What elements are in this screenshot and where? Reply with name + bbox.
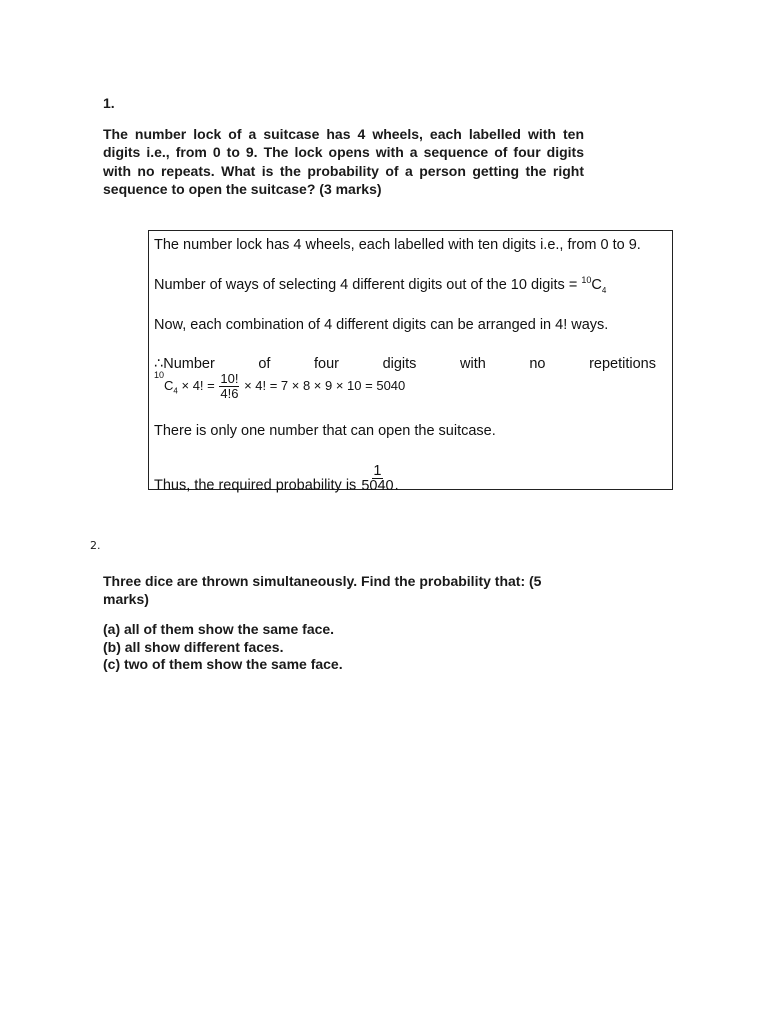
answer-line-7-end: . bbox=[394, 477, 399, 494]
answer-line-7-text: Thus, the required probability is bbox=[154, 477, 361, 494]
answer-line-3: Now, each combination of 4 different digits can be arranged in 4! ways. bbox=[154, 317, 609, 333]
combination-superscript: 10 bbox=[581, 275, 592, 285]
line-4-word: four bbox=[314, 356, 340, 372]
question-2-part: (b) all show different faces. bbox=[103, 638, 284, 655]
line-4-word: ∴Number bbox=[154, 356, 215, 372]
question-2-number: 2. bbox=[90, 539, 101, 552]
answer-box bbox=[148, 230, 673, 494]
answer-line-4 bbox=[154, 356, 656, 372]
question-1-number: 1. bbox=[103, 95, 115, 111]
factorial-fraction bbox=[219, 372, 239, 401]
answer-line-7 bbox=[154, 463, 399, 500]
answer-line-2 bbox=[154, 277, 606, 295]
probability-numerator: 1 bbox=[373, 463, 382, 479]
equation-part-b: × 4! = 7 × 8 × 9 × 10 = 5040 bbox=[244, 377, 406, 393]
question-2-part: (a) all of them show the same face. bbox=[103, 621, 335, 637]
probability-denominator: 5040 bbox=[361, 478, 394, 494]
fraction-denominator: 4!6 bbox=[220, 386, 239, 401]
answer-line-6: There is only one number that can open the suitcase. bbox=[154, 423, 496, 439]
question-1-text: The number lock of a suitcase has 4 wheels, each labelled with ten digits i.e., from 0 to 9. The lock opens with a sequence of four digits with no repeats. What is the probability of a person getting the right sequence to open the suitcase? (3 marks) bbox=[103, 126, 584, 197]
answer-line-2-text: Number of ways of selecting 4 different digits out of the 10 digits = bbox=[154, 277, 582, 293]
equation-part-a: × 4! = bbox=[181, 377, 215, 393]
line-4-word: of bbox=[258, 356, 271, 372]
answer-line-1: The number lock has 4 wheels, each labelled with ten digits i.e., from 0 to 9. bbox=[154, 237, 641, 253]
combination-subscript: 4 bbox=[601, 285, 607, 295]
question-2-parts bbox=[103, 621, 343, 674]
equation-c: C bbox=[164, 377, 174, 393]
answer-equation bbox=[154, 372, 405, 401]
line-4-word: digits bbox=[382, 356, 417, 372]
probability-fraction bbox=[361, 464, 393, 493]
line-4-word: no bbox=[529, 356, 546, 372]
equation-subscript: 4 bbox=[173, 386, 178, 396]
line-4-word: with bbox=[460, 356, 486, 372]
combination-symbol: C bbox=[591, 277, 602, 293]
equation-superscript: 10 bbox=[154, 370, 165, 380]
question-2-part: (c) two of them show the same face. bbox=[103, 656, 343, 672]
fraction-numerator: 10! bbox=[220, 371, 239, 386]
question-2-text: Three dice are thrown simultaneously. Find the probability that: (5 marks) bbox=[103, 573, 542, 607]
line-4-word: repetitions bbox=[589, 356, 656, 372]
